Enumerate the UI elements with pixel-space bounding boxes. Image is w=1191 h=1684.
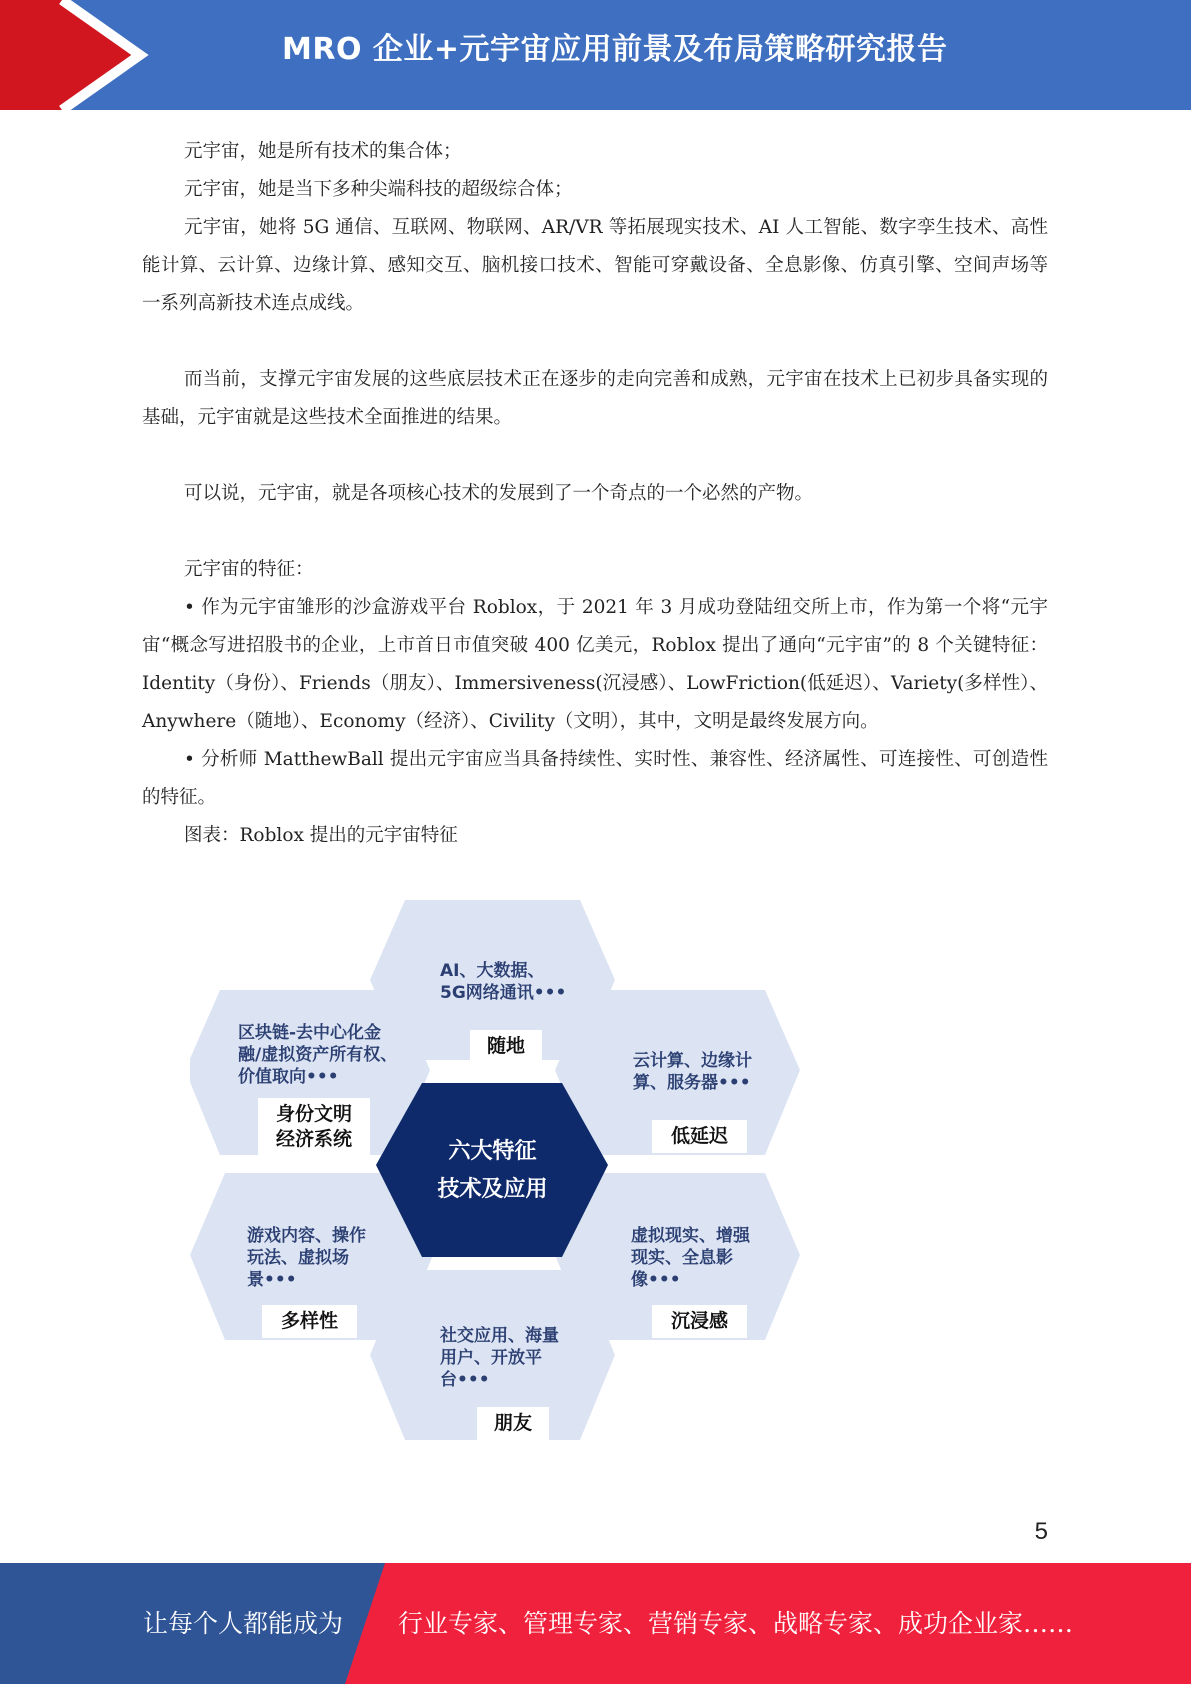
paragraph: 元宇宙，她将 5G 通信、互联网、物联网、AR/VR 等拓展现实技术、AI 人工智能、数字孪生技术、高性能计算、云计算、边缘计算、感知交互、脑机接口技术、智能可穿戴设备、全息影像、仿真引擎、空间声场等一系列高新技术连点成线。 bbox=[142, 217, 1048, 314]
hex-top-label: 随地 bbox=[470, 1030, 542, 1063]
hex-lower-right-label: 沉浸感 bbox=[652, 1305, 747, 1338]
page-header bbox=[0, 0, 1191, 110]
page-footer bbox=[0, 1563, 1191, 1684]
hex-bottom-label: 朋友 bbox=[477, 1407, 549, 1440]
body-text bbox=[142, 133, 1048, 855]
footer-slogan-left: 让每个人都能成为 bbox=[143, 1609, 344, 1638]
bullet-paragraph: • 分析师 MatthewBall 提出元宇宙应当具备持续性、实时性、兼容性、经济属性、可连接性、可创造性的特征。 bbox=[142, 749, 1048, 808]
hex-lower-left-desc: 游戏内容、操作 玩法、虚拟场 景••• bbox=[247, 1226, 366, 1290]
figure-caption: 图表：Roblox 提出的元宇宙特征 bbox=[184, 825, 458, 846]
hex-lower-right-desc: 虚拟现实、增强 现实、全息影 像••• bbox=[631, 1226, 750, 1290]
bullet-paragraph: • 作为元宇宙雏形的沙盒游戏平台 Roblox，于 2021 年 3 月成功登陆纽交所上市，作为第一个将“元宇宙“概念写进招股书的企业，上市首日市值突破 400 亿美元，Roblox 提出了通向“元宇宙”的 8 个关键特征：Identity（身份）、Friends（朋友）、Immersiveness(沉浸感）、LowFriction(低延迟）、Variety(多样性）、Anywhere（随地）、Economy（经济）、Civility（文明），其中，文明是最终发展方向。 bbox=[142, 597, 1048, 732]
paragraph: 元宇宙，她是所有技术的集合体； bbox=[184, 141, 462, 162]
hex-upper-right-label: 低延迟 bbox=[652, 1120, 747, 1153]
hex-upper-right-desc: 云计算、边缘计 算、服务器••• bbox=[633, 1051, 752, 1093]
paragraph: 元宇宙的特征： bbox=[184, 559, 314, 580]
hexagon-diagram bbox=[190, 895, 830, 1455]
hex-upper-left-label: 身份文明 经济系统 bbox=[258, 1098, 370, 1156]
hex-top-desc: AI、大数据、 5G网络通讯••• bbox=[440, 961, 567, 1003]
hex-lower-left-label: 多样性 bbox=[262, 1305, 357, 1338]
page-number: 5 bbox=[1034, 1518, 1048, 1545]
hex-bottom-desc: 社交应用、海量 用户、开放平 台••• bbox=[440, 1326, 559, 1390]
report-title: MRO 企业+元宇宙应用前景及布局策略研究报告 bbox=[282, 32, 948, 67]
paragraph: 元宇宙，她是当下多种尖端科技的超级综合体； bbox=[184, 179, 573, 200]
paragraph: 而当前，支撑元宇宙发展的这些底层技术正在逐步的走向完善和成熟，元宇宙在技术上已初步具备实现的基础，元宇宙就是这些技术全面推进的结果。 bbox=[142, 369, 1048, 428]
center-title: 六大特征 技术及应用 bbox=[437, 1139, 548, 1202]
footer-slogan-right: 行业专家、管理专家、营销专家、战略专家、成功企业家…… bbox=[398, 1609, 1074, 1638]
hex-upper-left-desc: 区块链-去中心化金 融/虚拟资产所有权、 价值取向••• bbox=[238, 1023, 398, 1087]
paragraph: 可以说，元宇宙，就是各项核心技术的发展到了一个奇点的一个必然的产物。 bbox=[184, 483, 814, 504]
